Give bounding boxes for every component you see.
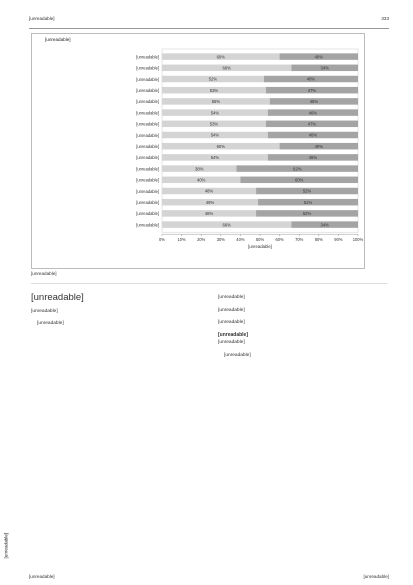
data-label: 54% [210,132,220,138]
data-label: 34% [320,65,329,71]
category-label: [unreadable] [136,110,159,116]
data-label: 60% [216,54,225,60]
category-label: [unreadable] [136,121,159,127]
x-tick-label: 90% [334,237,343,243]
x-tick-label: 20% [197,237,206,243]
category-label: [unreadable] [136,143,159,149]
data-label: 51% [303,199,313,205]
category-label: [unreadable] [136,65,159,71]
paragraph: [unreadable] [218,320,245,326]
side-download-note [2,40,10,560]
category-label: [unreadable] [136,188,159,194]
data-label: 45% [309,99,319,105]
x-tick-label: 70% [295,237,304,243]
data-label: 48% [306,76,316,82]
paragraph: [unreadable] [218,307,245,313]
data-label: 54% [210,110,220,116]
data-label: 54% [210,155,220,161]
x-tick-label: 80% [314,237,323,243]
divider [31,283,387,284]
x-tick-label: 40% [236,237,245,243]
data-label: 52% [302,211,312,217]
x-axis-label: [unreadable] [248,244,272,250]
x-tick-label: 30% [216,237,225,243]
x-tick-label: 100% [352,237,364,243]
data-label: 53% [209,121,219,127]
section-heading: [unreadable] [31,292,84,303]
category-label: [unreadable] [136,132,159,138]
data-label: 62% [293,166,302,172]
data-label: 48% [204,188,214,194]
x-tick-label: 50% [255,237,265,243]
figure [31,33,365,269]
data-label: 46% [308,132,318,138]
data-label: 52% [208,76,218,82]
x-tick-label: 60% [275,237,284,243]
page-footer [29,574,389,579]
quote: [unreadable] [37,321,64,327]
data-label: 49% [205,199,215,205]
category-label: [unreadable] [136,199,159,205]
paragraph: [unreadable] [31,308,58,314]
category-label: [unreadable] [136,166,159,172]
data-label: 38% [195,166,204,172]
category-label: [unreadable] [136,76,159,82]
data-label: 60% [295,177,304,183]
page-number: 333 [381,16,389,21]
x-tick-label: 0% [159,237,165,243]
data-label: 40% [314,54,323,60]
figure-title: [unreadable] [45,37,71,42]
data-label: 47% [307,121,317,127]
right-column [218,294,385,365]
category-label: [unreadable] [136,222,159,228]
category-label: [unreadable] [136,99,159,105]
data-label: 47% [307,87,317,93]
quote: [unreadable] [224,352,251,358]
data-label: 46% [308,110,318,116]
subheading: [unreadable] [218,331,249,338]
running-header [29,10,389,29]
stacked-bar-chart [62,47,362,265]
data-label: 48% [204,211,214,217]
paragraph: [unreadable] [218,340,245,346]
category-label: [unreadable] [136,211,159,217]
category-label: [unreadable] [136,177,159,183]
header-author: [unreadable] [29,16,55,21]
side-download-text: [unreadable] [3,532,9,559]
footer-right: [unreadable] [363,574,389,579]
data-label: 60% [216,143,225,149]
x-tick-label: 10% [177,237,186,243]
data-label: 66% [222,222,231,228]
category-label: [unreadable] [136,87,159,93]
left-column [31,294,198,333]
data-label: 55% [211,99,221,105]
paragraph: [unreadable] [218,295,245,300]
data-label: 66% [222,65,231,71]
footer-left: [unreadable] [29,574,55,579]
data-label: 46% [308,155,318,161]
data-label: 53% [209,87,219,93]
data-label: 40% [197,177,206,183]
category-label: [unreadable] [136,54,159,60]
figure-caption: [unreadable] [31,271,57,276]
category-label: [unreadable] [136,155,159,161]
data-label: 52% [302,188,312,194]
data-label: 40% [314,143,323,149]
data-label: 34% [320,222,329,228]
